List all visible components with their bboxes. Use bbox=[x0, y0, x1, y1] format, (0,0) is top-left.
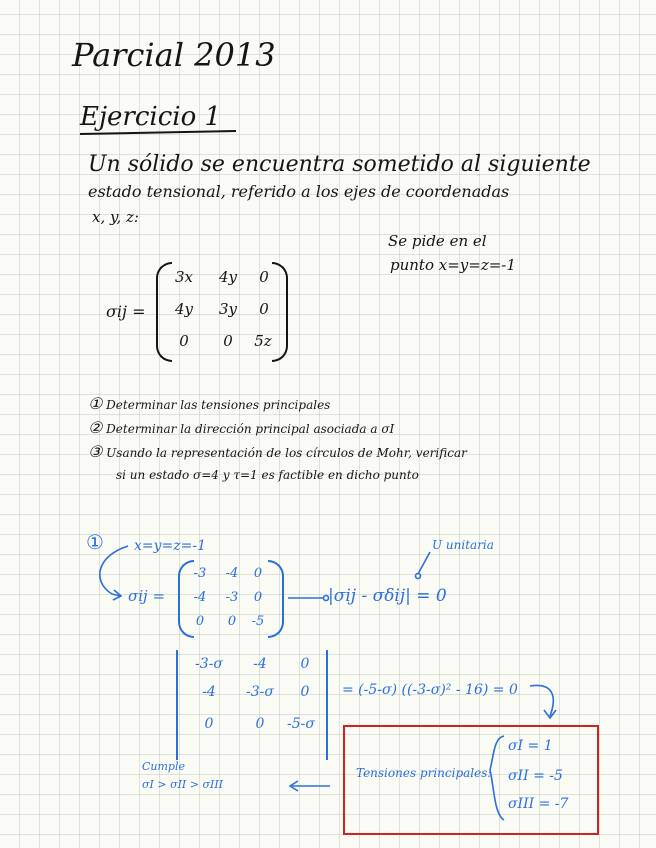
connector-dot bbox=[324, 596, 329, 601]
solution-matrix-cell: -5 bbox=[251, 614, 265, 629]
solution-matrix-cell: -3 bbox=[225, 590, 239, 605]
determinant-cell: -4 bbox=[253, 656, 267, 672]
statement-line: x, y, z: bbox=[92, 208, 139, 226]
task-number: ③ bbox=[88, 442, 103, 461]
matrix-cell: 4y bbox=[218, 268, 238, 286]
statement-line: Un sólido se encuentra sometido al siguiente bbox=[88, 152, 591, 177]
determinant-cell: 0 bbox=[204, 716, 214, 732]
unit-pointer bbox=[418, 552, 430, 574]
matrix-cell: 3y bbox=[218, 300, 238, 318]
task-text: si un estado σ=4 y τ=1 es factible en dicho punto bbox=[116, 468, 419, 482]
matrix-cell: 5z bbox=[254, 332, 272, 350]
solution-matrix-cell: -4 bbox=[193, 590, 207, 605]
principal-stress: σIII = -7 bbox=[508, 796, 569, 812]
request-line: punto x=y=z=-1 bbox=[390, 256, 516, 274]
exercise-heading: Ejercicio 1 bbox=[80, 102, 222, 132]
unit-note: U unitaria bbox=[432, 538, 494, 552]
unit-pointer-dot bbox=[416, 574, 421, 579]
matrix-cell: 3x bbox=[174, 268, 193, 286]
determinant-cell: -3-σ bbox=[195, 656, 223, 672]
characteristic-equation: |σij - σδij| = 0 bbox=[328, 586, 447, 606]
matrix-cell: 0 bbox=[223, 332, 233, 350]
solution-matrix-cell: 0 bbox=[227, 614, 237, 629]
solution-point: x=y=z=-1 bbox=[134, 538, 207, 554]
determinant-cell: -3-σ bbox=[246, 684, 274, 700]
loop-arrow bbox=[530, 685, 553, 716]
determinant-cell: -4 bbox=[202, 684, 216, 700]
statement-line: estado tensional, referido a los ejes de coordenadas bbox=[88, 182, 510, 201]
solution-matrix-cell: 0 bbox=[195, 614, 205, 629]
matrix-cell: 0 bbox=[259, 300, 269, 318]
task-number: ② bbox=[88, 418, 103, 437]
order-note: Cumple bbox=[142, 760, 186, 773]
principal-stress: σII = -5 bbox=[508, 768, 563, 784]
task-text: Usando la representación de los círculos de Mohr, verificar bbox=[106, 446, 467, 460]
determinant-cell: 0 bbox=[300, 684, 310, 700]
solution-step-marker: ① bbox=[86, 530, 104, 554]
solution-tensor-label: σij = bbox=[128, 587, 166, 605]
matrix-cell: 4y bbox=[174, 300, 194, 318]
request-line: Se pide en el bbox=[388, 232, 487, 250]
expanded-equation: = (-5-σ) ((-3-σ)² - 16) = 0 bbox=[342, 682, 518, 698]
order-note: σI > σII > σIII bbox=[142, 778, 224, 791]
page-title: Parcial 2013 bbox=[72, 36, 276, 74]
task-text: Determinar la dirección principal asociada a σI bbox=[106, 422, 395, 436]
determinant-cell: 0 bbox=[300, 656, 310, 672]
matrix-cell: 0 bbox=[179, 332, 189, 350]
matrix-cell: 0 bbox=[259, 268, 269, 286]
curved-arrow bbox=[100, 546, 128, 596]
solution-matrix-cell: 0 bbox=[253, 590, 263, 605]
solution-matrix-cell: -4 bbox=[225, 566, 239, 581]
task-text: Determinar las tensiones principales bbox=[106, 398, 331, 412]
curly-brace bbox=[490, 736, 504, 820]
determinant-cell: -5-σ bbox=[287, 716, 315, 732]
principal-stress: σI = 1 bbox=[508, 738, 553, 754]
solution-matrix-cell: -3 bbox=[193, 566, 207, 581]
determinant-cell: 0 bbox=[255, 716, 265, 732]
tensor-label: σij = bbox=[106, 302, 146, 321]
solution-matrix-cell: 0 bbox=[253, 566, 263, 581]
result-label: Tensiones principales: bbox=[356, 766, 492, 780]
task-number: ① bbox=[88, 394, 103, 413]
